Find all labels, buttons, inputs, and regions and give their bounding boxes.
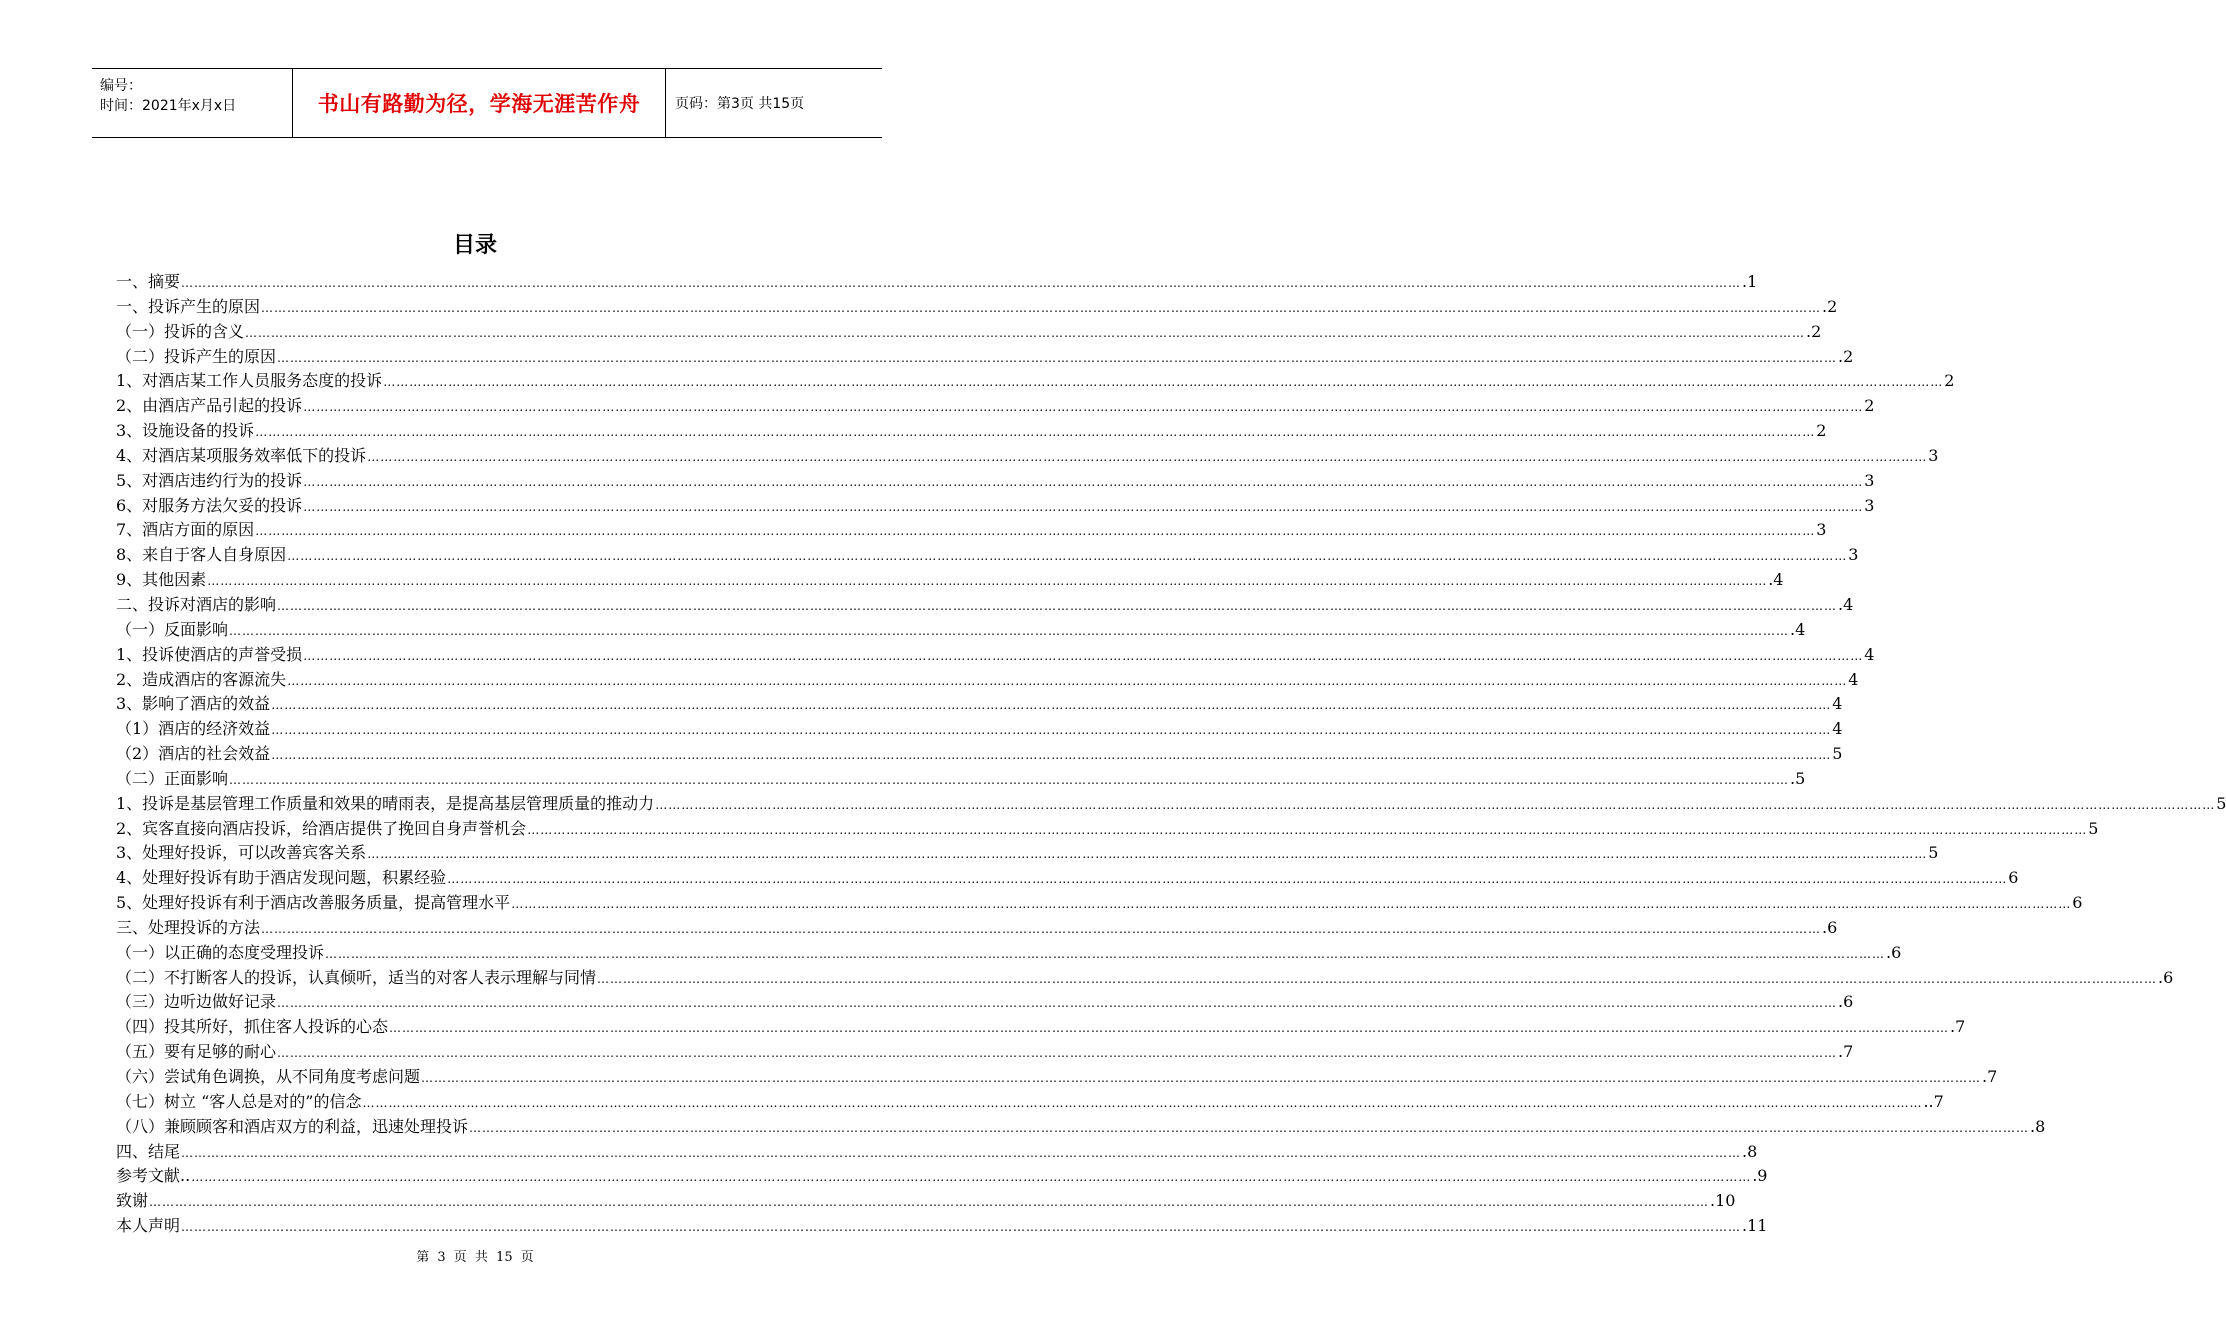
toc-entry[interactable] [116, 345, 1854, 370]
toc-entry-page: 5 [2216, 793, 2226, 813]
toc-entry-label: 1、投诉是基层管理工作质量和效果的晴雨表，是提高基层管理质量的推动力 [116, 793, 655, 813]
toc-leader-dots: ……………………………………………………………………………………………………………………………………………………………………………………………………………………………………………………………………………………………………………………………… [261, 921, 1822, 936]
toc-leader-dots: ……………………………………………………………………………………………………………………………………………………………………………………………………………………………………………………………………………………………………………………………… [181, 1145, 1742, 1160]
toc-entry[interactable] [116, 593, 1854, 618]
table-of-contents [116, 270, 2226, 1239]
toc-entry-page: 3 [1848, 545, 1859, 565]
toc-entry-page: 2 [1864, 396, 1875, 416]
toc-entry[interactable] [116, 866, 2019, 891]
toc-entry-label: 6、对服务方法欠妥的投诉 [116, 495, 303, 515]
toc-leader-dots: ……………………………………………………………………………………………………………………………………………………………………………………………………………………………………………………………………………………………………………………………… [191, 1170, 1752, 1185]
toc-entry-label: 2、由酒店产品引起的投诉 [116, 396, 303, 416]
header-page-info [665, 69, 882, 137]
page-label: 页码：第3页 共15页 [675, 96, 805, 112]
toc-entry-page: .2 [1838, 346, 1854, 366]
toc-entry-label: 5、处理好投诉有利于酒店改善服务质量，提高管理水平 [116, 893, 511, 913]
toc-entry-page: .8 [1742, 1141, 1758, 1161]
toc-entry-label: （二）投诉产生的原因 [116, 346, 277, 366]
toc-entry-page: .2 [1822, 296, 1838, 316]
toc-leader-dots: ……………………………………………………………………………………………………………………………………………………………………………………………………………………………………………………………………………………………………………………………… [149, 1195, 1710, 1210]
toc-entry-label: 本人声明 [116, 1216, 181, 1236]
toc-leader-dots: ……………………………………………………………………………………………………………………………………………………………………………………………………………………………………………………………………………………………………………………………… [277, 996, 1838, 1011]
toc-entry[interactable] [116, 419, 1827, 444]
toc-leader-dots: ……………………………………………………………………………………………………………………………………………………………………………………………………………………………………………………………………………………………………………………………… [277, 1046, 1838, 1061]
toc-entry[interactable] [116, 518, 1827, 543]
toc-entry-label: 二、投诉对酒店的影响 [116, 594, 277, 614]
toc-entry-page: .5 [1790, 768, 1806, 788]
toc-entry-page: .4 [1790, 619, 1806, 639]
toc-leader-dots: ……………………………………………………………………………………………………………………………………………………………………………………………………………………………………………………………………………………………………………………………… [207, 574, 1768, 589]
time-label: 时间：2021年x月x日 [100, 98, 237, 114]
toc-entry[interactable] [116, 394, 1875, 419]
toc-entry-page: .10 [1710, 1191, 1736, 1211]
toc-entry-page: .1 [1742, 272, 1758, 291]
toc-entry[interactable] [116, 1140, 1758, 1165]
toc-leader-dots: ……………………………………………………………………………………………………………………………………………………………………………………………………………………………………………………………………………………………………………………………… [229, 772, 1790, 787]
motto-text: 书山有路勤为径，学海无涯苦作舟 [317, 92, 641, 116]
toc-entry[interactable] [116, 618, 1806, 643]
toc-entry-page: .7 [1950, 1017, 1966, 1037]
toc-entry-page: 2 [1944, 371, 1955, 391]
toc-leader-dots: ……………………………………………………………………………………………………………………………………………………………………………………………………………………………………………………………………………………………………………………………… [389, 1021, 1950, 1036]
toc-entry-page: .2 [1806, 321, 1822, 341]
toc-entry-label: （一）以正确的态度受理投诉 [116, 942, 325, 962]
toc-leader-dots: ……………………………………………………………………………………………………………………………………………………………………………………………………………………………………………………………………………………………………………………………… [181, 1220, 1742, 1235]
header-motto [292, 69, 666, 137]
toc-entry-label: 2、宾客直接向酒店投诉，给酒店提供了挽回自身声誉机会 [116, 818, 527, 838]
toc-entry-page: 5 [1928, 843, 1939, 863]
toc-entry-label: （五）要有足够的耐心 [116, 1042, 277, 1062]
toc-leader-dots: ……………………………………………………………………………………………………………………………………………………………………………………………………………………………………………………………………………………………………………………………… [255, 425, 1816, 440]
toc-title: 目录 [452, 233, 497, 258]
toc-leader-dots: ……………………………………………………………………………………………………………………………………………………………………………………………………………………………………………………………………………………………………………………………… [303, 474, 1864, 489]
header-info [92, 69, 292, 137]
toc-entry[interactable] [116, 369, 1955, 394]
toc-entry[interactable] [116, 817, 2099, 842]
toc-entry[interactable] [116, 543, 1859, 568]
toc-entry-page: 5 [2088, 818, 2099, 838]
toc-entry-page: 4 [1864, 644, 1875, 664]
toc-entry-label: 3、影响了酒店的效益 [116, 694, 271, 714]
toc-entry-label: （六）尝试角色调换，从不同角度考虑问题 [116, 1067, 421, 1086]
toc-entry[interactable] [116, 841, 1939, 866]
toc-entry[interactable] [116, 941, 1902, 966]
toc-entry[interactable] [116, 1090, 1944, 1115]
toc-entry-label: 3、设施设备的投诉 [116, 421, 255, 441]
toc-entry-label: （四）投其所好，抓住客人投诉的心态 [116, 1017, 389, 1037]
toc-leader-dots: ……………………………………………………………………………………………………………………………………………………………………………………………………………………………………………………………………………………………………………………………… [287, 673, 1848, 688]
toc-entry[interactable] [116, 295, 1838, 320]
toc-entry[interactable] [116, 891, 2083, 916]
toc-leader-dots: ……………………………………………………………………………………………………………………………………………………………………………………………………………………………………………………………………………………………………………………………… [597, 971, 2158, 986]
toc-entry-label: 三、处理投诉的方法 [116, 917, 261, 937]
toc-entry-label: 4、对酒店某项服务效率低下的投诉 [116, 445, 367, 465]
toc-entry-page: ..7 [1923, 1091, 1944, 1111]
toc-entry-label: 5、对酒店违约行为的投诉 [116, 470, 303, 490]
toc-entry[interactable] [116, 1065, 1998, 1090]
toc-entry-label: 7、酒店方面的原因 [116, 520, 255, 540]
toc-entry[interactable] [116, 444, 1939, 469]
toc-entry-page: .4 [1768, 570, 1784, 590]
toc-entry-label: （1）酒店的经济效益 [116, 719, 271, 739]
toc-entry-label: （一）投诉的含义 [116, 321, 245, 341]
toc-entry-page: .8 [2030, 1116, 2046, 1136]
toc-leader-dots: ……………………………………………………………………………………………………………………………………………………………………………………………………………………………………………………………………………………………………………………………… [447, 872, 2008, 887]
toc-entry-page: 6 [2072, 893, 2083, 913]
toc-entry-label: 一、摘要 [116, 272, 181, 291]
toc-entry[interactable] [116, 270, 1758, 295]
toc-entry-page: .6 [1838, 992, 1854, 1012]
toc-entry-page: 3 [1816, 520, 1827, 540]
toc-entry-label: （三）边听边做好记录 [116, 992, 277, 1012]
page-footer: 第 3 页 共 15 页 [416, 1250, 534, 1265]
toc-leader-dots: ……………………………………………………………………………………………………………………………………………………………………………………………………………………………………………………………………………………………………………………………… [383, 375, 1944, 390]
toc-entry[interactable] [116, 1214, 1768, 1239]
toc-entry-page: .9 [1752, 1166, 1768, 1186]
toc-entry-label: 4、处理好投诉有助于酒店发现问题，积累经验 [116, 868, 447, 888]
toc-leader-dots: ……………………………………………………………………………………………………………………………………………………………………………………………………………………………………………………………………………………………………………………………… [655, 797, 2216, 812]
toc-entry[interactable] [116, 1040, 1854, 1065]
toc-entry-page: .7 [1838, 1042, 1854, 1062]
toc-entry[interactable] [116, 792, 2226, 817]
toc-leader-dots: ……………………………………………………………………………………………………………………………………………………………………………………………………………………………………………………………………………………………………………………………… [255, 524, 1816, 539]
toc-leader-dots: ……………………………………………………………………………………………………………………………………………………………………………………………………………………………………………………………………………………………………………………………… [181, 276, 1742, 290]
toc-leader-dots: ……………………………………………………………………………………………………………………………………………………………………………………………………………………………………………………………………………………………………………………………… [245, 325, 1806, 340]
toc-entry[interactable] [116, 494, 1875, 519]
toc-leader-dots: ……………………………………………………………………………………………………………………………………………………………………………………………………………………………………………………………………………………………………………………………… [421, 1071, 1982, 1085]
toc-entry[interactable] [116, 916, 1838, 941]
toc-entry-page: 3 [1864, 470, 1875, 490]
toc-entry-label: 3、处理好投诉，可以改善宾客关系 [116, 843, 367, 863]
toc-entry-label: （一）反面影响 [116, 619, 229, 639]
toc-entry-page: .6 [1886, 942, 1902, 962]
toc-leader-dots: ……………………………………………………………………………………………………………………………………………………………………………………………………………………………………………………………………………………………………………………………… [367, 847, 1928, 862]
toc-entry[interactable] [116, 742, 1843, 767]
toc-entry[interactable] [116, 1015, 1966, 1040]
toc-entry-label: （二）不打断客人的投诉，认真倾听，适当的对客人表示理解与同情 [116, 967, 597, 987]
toc-entry[interactable] [116, 643, 1875, 668]
toc-leader-dots: ……………………………………………………………………………………………………………………………………………………………………………………………………………………………………………………………………………………………………………………………… [271, 698, 1832, 713]
toc-leader-dots: ……………………………………………………………………………………………………………………………………………………………………………………………………………………………………………………………………………………………………………………………… [277, 598, 1838, 613]
toc-entry[interactable] [116, 990, 1854, 1015]
toc-entry-page: 4 [1848, 669, 1859, 689]
toc-entry-label: 四、结尾 [116, 1141, 181, 1161]
toc-entry-page: .6 [2158, 967, 2174, 987]
toc-leader-dots: ……………………………………………………………………………………………………………………………………………………………………………………………………………………………………………………………………………………………………………………………… [469, 1120, 2030, 1135]
toc-entry[interactable] [116, 1189, 1736, 1214]
toc-entry[interactable] [116, 767, 1806, 792]
toc-entry-page: 2 [1816, 421, 1827, 441]
toc-entry-page: 4 [1832, 719, 1843, 739]
toc-entry-label: 致谢 [116, 1191, 149, 1211]
toc-entry[interactable] [116, 966, 2174, 991]
toc-entry-label: （2）酒店的社会效益 [116, 744, 271, 764]
toc-leader-dots: ……………………………………………………………………………………………………………………………………………………………………………………………………………………………………………………………………………………………………………………………… [271, 723, 1832, 738]
toc-entry-page: .6 [1822, 917, 1838, 937]
toc-entry[interactable] [116, 568, 1784, 593]
toc-entry-label: 9、其他因素 [116, 570, 207, 590]
toc-leader-dots: ……………………………………………………………………………………………………………………………………………………………………………………………………………………………………………………………………………………………………………………………… [271, 748, 1832, 763]
toc-leader-dots: ……………………………………………………………………………………………………………………………………………………………………………………………………………………………………………………………………………………………………………………………… [261, 300, 1822, 315]
toc-entry[interactable] [116, 692, 1843, 717]
number-label: 编号： [100, 78, 142, 94]
toc-entry-page: .11 [1742, 1216, 1768, 1236]
toc-entry-page: 4 [1832, 694, 1843, 714]
toc-leader-dots: ……………………………………………………………………………………………………………………………………………………………………………………………………………………………………………………………………………………………………………………………… [229, 623, 1790, 638]
toc-leader-dots: ……………………………………………………………………………………………………………………………………………………………………………………………………………………………………………………………………………………………………………………………… [303, 400, 1864, 415]
toc-leader-dots: ……………………………………………………………………………………………………………………………………………………………………………………………………………………………………………………………………………………………………………………………… [527, 822, 2088, 837]
toc-entry-label: 8、来自于客人自身原因 [116, 545, 287, 565]
toc-leader-dots: ……………………………………………………………………………………………………………………………………………………………………………………………………………………………………………………………………………………………………………………………… [325, 946, 1886, 961]
toc-entry[interactable] [116, 469, 1875, 494]
toc-entry-label: 1、对酒店某工作人员服务态度的投诉 [116, 371, 383, 391]
toc-entry-page: .4 [1838, 594, 1854, 614]
toc-leader-dots: ……………………………………………………………………………………………………………………………………………………………………………………………………………………………………………………………………………………………………………………………… [303, 648, 1864, 663]
toc-entry-page: 5 [1832, 744, 1843, 764]
toc-entry-label: 参考文献.. [116, 1166, 191, 1186]
toc-leader-dots: ……………………………………………………………………………………………………………………………………………………………………………………………………………………………………………………………………………………………………………………………… [511, 897, 2072, 912]
toc-entry-label: 2、造成酒店的客源流失 [116, 669, 287, 689]
toc-entry-page: 3 [1864, 495, 1875, 515]
toc-entry-label: （七）树立 “客人总是对的”的信念 [116, 1091, 362, 1111]
toc-entry-page: .7 [1982, 1067, 1998, 1086]
toc-entry-label: 一、投诉产生的原因 [116, 296, 261, 316]
toc-entry[interactable] [116, 717, 1843, 742]
toc-entry-label: （八）兼顾顾客和酒店双方的利益，迅速处理投诉 [116, 1116, 469, 1136]
toc-leader-dots: ……………………………………………………………………………………………………………………………………………………………………………………………………………………………………………………………………………………………………………………………… [303, 499, 1864, 514]
toc-entry[interactable] [116, 668, 1859, 693]
toc-entry-label: 1、投诉使酒店的声誉受损 [116, 644, 303, 664]
toc-entry[interactable] [116, 320, 1822, 345]
toc-leader-dots: ……………………………………………………………………………………………………………………………………………………………………………………………………………………………………………………………………………………………………………………………… [367, 449, 1928, 464]
toc-entry-page: 6 [2008, 868, 2019, 888]
toc-entry[interactable] [116, 1115, 2046, 1140]
toc-leader-dots: ……………………………………………………………………………………………………………………………………………………………………………………………………………………………………………………………………………………………………………………………… [277, 350, 1838, 365]
toc-entry[interactable] [116, 1164, 1768, 1189]
toc-leader-dots: ……………………………………………………………………………………………………………………………………………………………………………………………………………………………………………………………………………………………………………………………… [362, 1095, 1923, 1110]
toc-entry-label: （二）正面影响 [116, 768, 229, 788]
toc-leader-dots: ……………………………………………………………………………………………………………………………………………………………………………………………………………………………………………………………………………………………………………………………… [287, 549, 1848, 564]
page-header [92, 68, 882, 138]
toc-entry-page: 3 [1928, 445, 1939, 465]
